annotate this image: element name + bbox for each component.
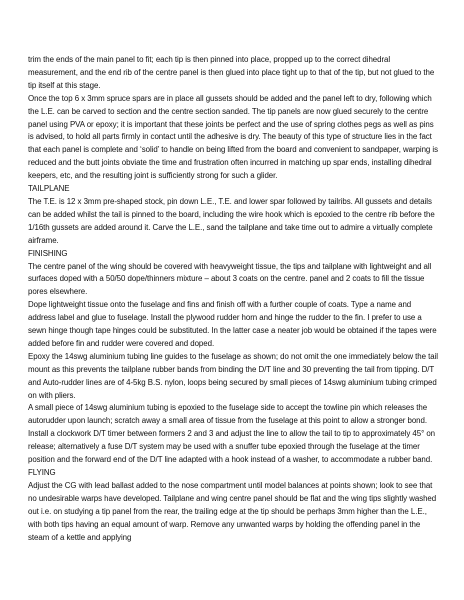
heading-finishing: FINISHING bbox=[28, 248, 68, 258]
heading-flying: FLYING bbox=[28, 468, 56, 477]
paragraph-nylon-lines: and Auto-rudder lines are of 4-5kg B.S. nylon, loops being secured by small pieces of 14swg aluminium tubing crimped on with pliers. bbox=[28, 377, 437, 400]
paragraph-tailplane: The T.E. is 12 x 3mm pre-shaped stock, pin down L.E., T.E. and lower spar followed by tailribs. All gussets and details can be added whilst the tail is pinned to the board, including the wire hook which is epoxied to the centre rib before the 1/16th gussets are added around it. Carve the L.E., sand the tailplane and take time out to admire a virtually complete airframe. bbox=[28, 196, 435, 245]
document-page bbox=[28, 54, 438, 544]
paragraph-wing-tips: trim the ends of the main panel to fit; each tip is then pinned into place, propped up to the correct dihedral measurement, and the end rib of the centre panel is then glued into place tight up to that of the tip, but not glued to the tip itself at this stage. bbox=[28, 55, 435, 90]
heading-tailplane: TAILPLANE bbox=[28, 184, 70, 194]
paragraph-dt-timer: Install a clockwork D/T timer between formers 2 and 3 and adjust the line to allow the tail to tip to approximately 45° on release; alternatively a fuse D/T system may be used with a snuffer tube epoxied through the fuselage at the timer position and the forward end of the D/T line adapted with a hook instead of a washer, to accommodate a rubber band. bbox=[28, 429, 435, 465]
paragraph-fuselage-tissue: Dope lightweight tissue onto the fuselage and fins and finish off with a further couple of coats. Type a name and address label and glue to fuselage. Install the plywood rudder horn and hinge the rudder to the fin. I prefer to use a sewn hinge though tape hinges could be substituted. In the latter case a neater job would be obtained if the tapes were added before fin and rudder were covered and doped. bbox=[28, 300, 437, 348]
paragraph-towline-tube: A small piece of 14swg aluminium tubing is epoxied to the fuselage side to accept the towline pin which releases the autorudder upon launch; scratch away a small area of tissue from the fuselage at this point to allow a stronger bond. bbox=[28, 403, 428, 426]
paragraph-trimming: Adjust the CG with lead ballast added to the nose compartment until model balances at points shown; look to see that no undesirable warps have developed. Tailplane and wing centre panel should be flat and the wing tips slightly washed out i.e. on studying a tip panel from the rear, the trailing edge at the tip should be perhaps 3mm higher than the L.E., with both tips having an equal amount of warp. Remove any unwanted warps by holding the offending panel in the steam of a kettle and applying bbox=[28, 480, 437, 542]
paragraph-covering: The centre panel of the wing should be covered with heavyweight tissue, the tips and tailplane with lightweight and all surfaces doped with a 50/50 dope/thinners mixture – about 3 coats on the centre. panel and 2 coats to fill the tissue pores elsewhere. bbox=[28, 261, 432, 297]
paragraph-wing-assembly: Once the top 6 x 3mm spruce spars are in place all gussets should be added and the panel left to dry, following which the L.E. can be carved to section and the centre section sanded. The tip panels are now glued securely to the centre panel using PVA or epoxy; it is important that these joints be perfect and the use of spring clothes pegs as well as pins is advised, to hold all parts firmly in contact until the adhesive is dry. The beauty of this type of structure lies in the fact that each panel is complete and ‘solid’ to handle on being lifted from the board and convenient to sandpaper, warping is reduced and the butt joints obviate the time and frustration often incurred in matching up spar ends, installing dihedral keepers, etc, and the resulting joint is sufficiently strong for such a glider. bbox=[28, 93, 438, 181]
paragraph-line-guides: Epoxy the 14swg aluminium tubing line guides to the fuselage as shown; do not omit the one immediately below the tail mount as this prevents the tailplane rubber bands from binding the D/T line and 30 preventing the tail from tipping. D/T bbox=[28, 351, 438, 374]
